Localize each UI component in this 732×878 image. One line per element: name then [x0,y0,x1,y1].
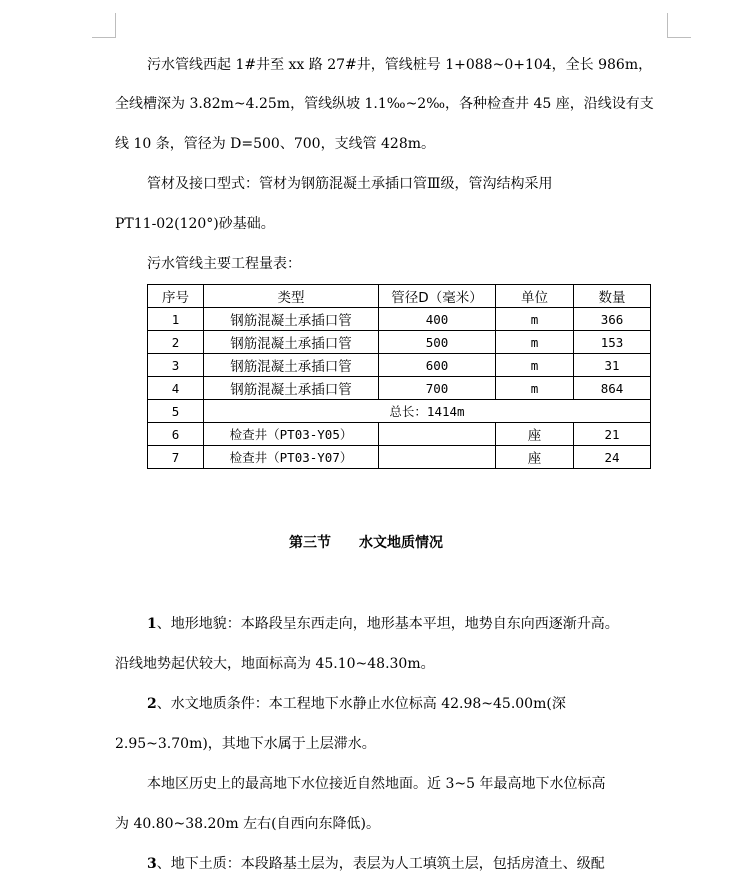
paragraph-line: PT11-02(120°)砂基础。 [115,216,275,232]
section-heading [0,533,732,553]
paragraph-text: 、地形地貌：本路段呈东西走向，地形基本平坦，地势自东向西逐渐升高。 [156,616,619,632]
paragraph-line [147,854,605,874]
cell-type: 钢筋混凝土承插口管 [204,331,379,354]
table-total-row [148,400,651,423]
cell-type: 检查井（PT03-Y05） [204,423,379,446]
cell-diameter: 500 [379,331,496,354]
cell-no: 5 [148,400,204,423]
page-corner-mark [667,13,668,37]
section-title-text: 水文地质情况 [359,535,443,551]
paragraph-line [147,694,566,714]
cell-no: 1 [148,308,204,331]
cell-diameter: 700 [379,377,496,400]
cell-no: 2 [148,331,204,354]
table-row [148,377,651,400]
cell-quantity: 366 [574,308,651,331]
cell-type: 钢筋混凝土承插口管 [204,308,379,331]
cell-quantity: 864 [574,377,651,400]
cell-unit: 座 [496,423,574,446]
page-corner-mark [667,37,691,38]
table-caption: 污水管线主要工程量表： [147,256,301,272]
cell-no: 6 [148,423,204,446]
header-cell: 类型 [204,285,379,308]
cell-no: 7 [148,446,204,469]
table-row [148,423,651,446]
page-corner-mark [115,13,116,37]
table-row [148,446,651,469]
cell-unit: 座 [496,446,574,469]
header-cell: 序号 [148,285,204,308]
paragraph-line: 管材及接口型式：管材为钢筋混凝土承插口管Ⅲ级，管沟结构采用 [147,176,553,192]
cell-unit: m [496,354,574,377]
cell-quantity: 21 [574,423,651,446]
paragraph-text: 、地下土质：本段路基土层为，表层为人工填筑土层，包括房渣土、级配 [156,856,605,872]
cell-diameter [379,446,496,469]
paragraph-text: 、水文地质条件：本工程地下水静止水位标高 42.98~45.00m(深 [156,696,566,712]
cell-diameter: 600 [379,354,496,377]
paragraph-line: 沿线地势起伏较大，地面标高为 45.10~48.30m。 [115,656,435,672]
cell-no: 4 [148,377,204,400]
table-header-row [148,285,651,308]
header-cell: 数量 [574,285,651,308]
paragraph-line: 线 10 条，管径为 D=500、700，支线管 428m。 [115,136,436,152]
cell-type: 钢筋混凝土承插口管 [204,377,379,400]
item-number: 3 [147,856,157,872]
cell-type: 钢筋混凝土承插口管 [204,354,379,377]
quantity-table [147,284,651,469]
paragraph-line [147,614,619,634]
cell-no: 3 [148,354,204,377]
paragraph-line: 本地区历史上的最高地下水位接近自然地面。近 3~5 年最高地下水位标高 [147,776,606,792]
paragraph-line: 全线槽深为 3.82m~4.25m，管线纵坡 1.1‰~2‰，各种检查井 45 座，沿线设有支 [115,96,654,112]
cell-unit: m [496,308,574,331]
paragraph-line: 污水管线西起 1#井至 xx 路 27#井，管线桩号 1+088~0+104，全长 986m， [147,57,653,73]
table-row [148,308,651,331]
paragraph-line: 为 40.80~38.20m 左右(自西向东降低)。 [115,816,380,832]
paragraph-line: 2.95~3.70m)，其地下水属于上层滞水。 [115,736,376,752]
item-number: 2 [147,696,157,712]
cell-type: 检查井（PT03-Y07） [204,446,379,469]
page-corner-mark [92,37,116,38]
table-row [148,331,651,354]
cell-unit: m [496,331,574,354]
cell-total-length: 总长：1414m [204,400,651,423]
cell-quantity: 24 [574,446,651,469]
item-number: 1 [147,616,157,632]
cell-diameter [379,423,496,446]
cell-unit: m [496,377,574,400]
cell-quantity: 153 [574,331,651,354]
header-cell: 单位 [496,285,574,308]
header-cell: 管径D（毫米） [379,285,496,308]
section-number: 第三节 [289,535,331,551]
table-row [148,354,651,377]
cell-quantity: 31 [574,354,651,377]
cell-diameter: 400 [379,308,496,331]
